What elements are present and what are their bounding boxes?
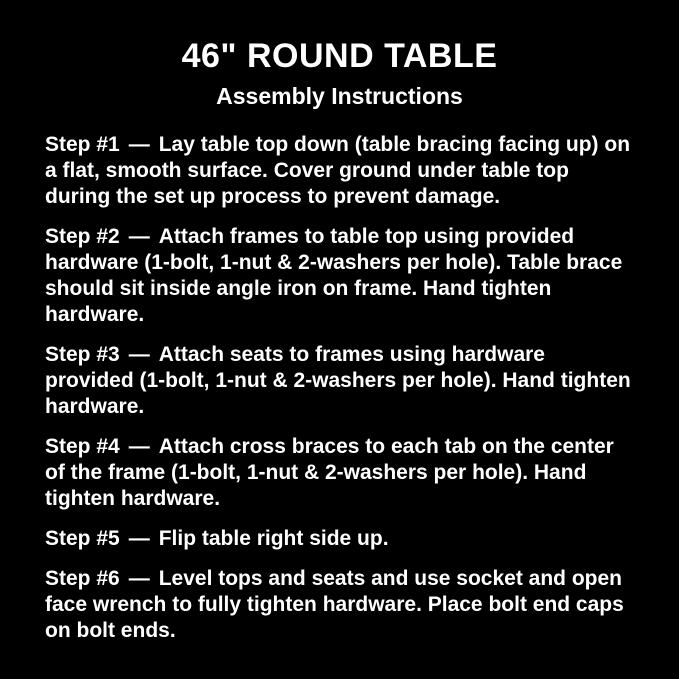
step-text: Lay table top down (table bracing facing up) on a flat, smooth surface. Cover ground under table top during the set up process to prevent damage.: [45, 132, 631, 208]
step-label: Step #4: [45, 434, 120, 458]
page-title: 46" ROUND TABLE: [181, 37, 498, 75]
em-dash: —: [128, 224, 150, 248]
step-3: [45, 342, 635, 420]
page-subtitle: Assembly Instructions: [216, 83, 463, 110]
step-label: Step #6: [45, 566, 120, 590]
em-dash: —: [128, 434, 150, 458]
step-4: [45, 434, 635, 512]
step-text: Attach frames to table top using provided hardware (1-bolt, 1-nut & 2-washers per hole). Table brace should sit inside angle iron on frame. Hand tighten hardware.: [45, 224, 623, 326]
em-dash: —: [128, 132, 150, 156]
step-label: Step #2: [45, 224, 120, 248]
step-5: [45, 526, 635, 552]
step-text: Attach cross braces to each tab on the center of the frame (1-bolt, 1-nut & 2-washers per hole). Hand tighten hardware.: [45, 434, 614, 510]
step-1: [45, 132, 635, 210]
card-header: [0, 0, 679, 111]
step-text: Attach seats to frames using hardware provided (1-bolt, 1-nut & 2-washers per hole). Hand tighten hardware.: [45, 342, 631, 418]
step-2: [45, 224, 635, 328]
step-label: Step #5: [45, 526, 120, 550]
steps-list: [0, 111, 679, 644]
em-dash: —: [128, 526, 150, 550]
step-label: Step #1: [45, 132, 120, 156]
step-text: Flip table right side up.: [158, 526, 389, 550]
em-dash: —: [128, 342, 150, 366]
step-6: [45, 566, 635, 644]
step-label: Step #3: [45, 342, 120, 366]
step-text: Level tops and seats and use socket and open face wrench to fully tighten hardware. Place bolt end caps on bolt ends.: [45, 566, 624, 642]
em-dash: —: [128, 566, 150, 590]
